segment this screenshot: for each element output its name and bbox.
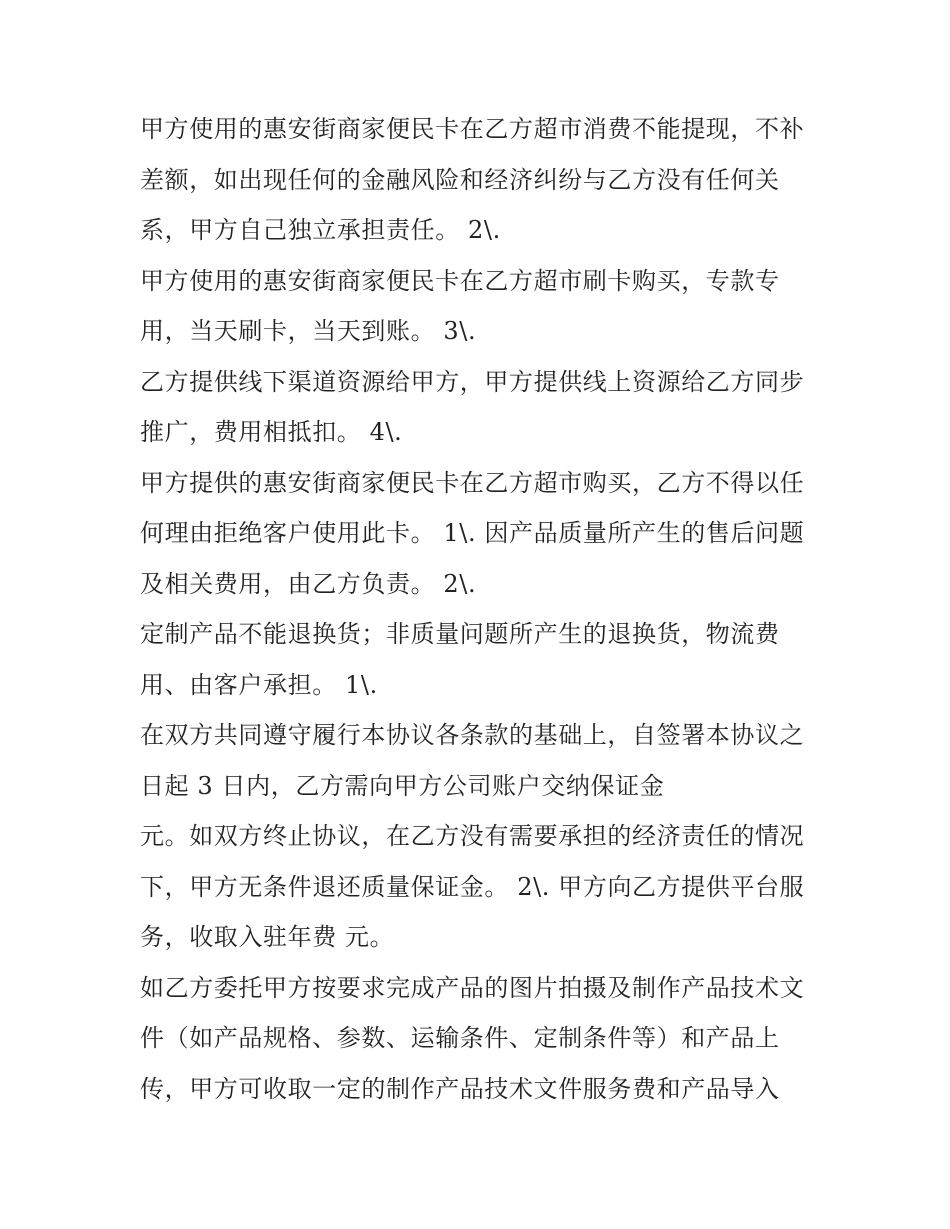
- text-line: 如乙方委托甲方按要求完成产品的图片拍摄及制作产品技术文: [140, 973, 805, 1002]
- text-line: 用，当天刷卡，当天到账。 3\.: [140, 317, 477, 345]
- text-line: 务，收取入驻年费 元。: [140, 923, 395, 951]
- text-line: 差额，如出现任何的金融风险和经济纠纷与乙方没有任何关: [140, 165, 780, 194]
- text-line: 件（如产品规格、参数、运输条件、定制条件等）和产品上: [140, 1024, 780, 1052]
- text-line: 系，甲方自己独立承担责任。 2\.: [140, 216, 501, 244]
- text-line: 下，甲方无条件退还质量保证金。 2\. 甲方向乙方提供平台服: [140, 872, 805, 901]
- text-line: 甲方使用的惠安街商家便民卡在乙方超市消费不能提现，不补: [140, 115, 805, 143]
- text-line: 推广，费用相抵扣。 4\.: [140, 418, 403, 446]
- text-line: 甲方提供的惠安街商家便民卡在乙方超市购买，乙方不得以任: [140, 468, 805, 497]
- text-line: 何理由拒绝客户使用此卡。 1\. 因产品质量所产生的售后问题: [140, 519, 805, 547]
- text-line: 用、由客户承担。 1\.: [140, 670, 378, 699]
- text-line: 传，甲方可收取一定的制作产品技术文件服务费和产品导入: [140, 1074, 780, 1103]
- agreement-text: [140, 104, 820, 1114]
- text-line: 定制产品不能退换货；非质量问题所产生的退换货，物流费: [140, 620, 780, 648]
- text-line: 甲方使用的惠安街商家便民卡在乙方超市刷卡购买，专款专: [140, 266, 780, 295]
- text-line: 乙方提供线下渠道资源给甲方，甲方提供线上资源给乙方同步: [140, 367, 805, 396]
- text-line: 在双方共同遵守履行本协议各条款的基础上，自签署本协议之: [140, 721, 805, 749]
- text-line: 及相关费用，由乙方负责。 2\.: [140, 569, 477, 598]
- text-line: 日起 3 日内，乙方需向甲方公司账户交纳保证金: [140, 771, 665, 800]
- text-line: 元。如双方终止协议，在乙方没有需要承担的经济责任的情况: [140, 822, 805, 850]
